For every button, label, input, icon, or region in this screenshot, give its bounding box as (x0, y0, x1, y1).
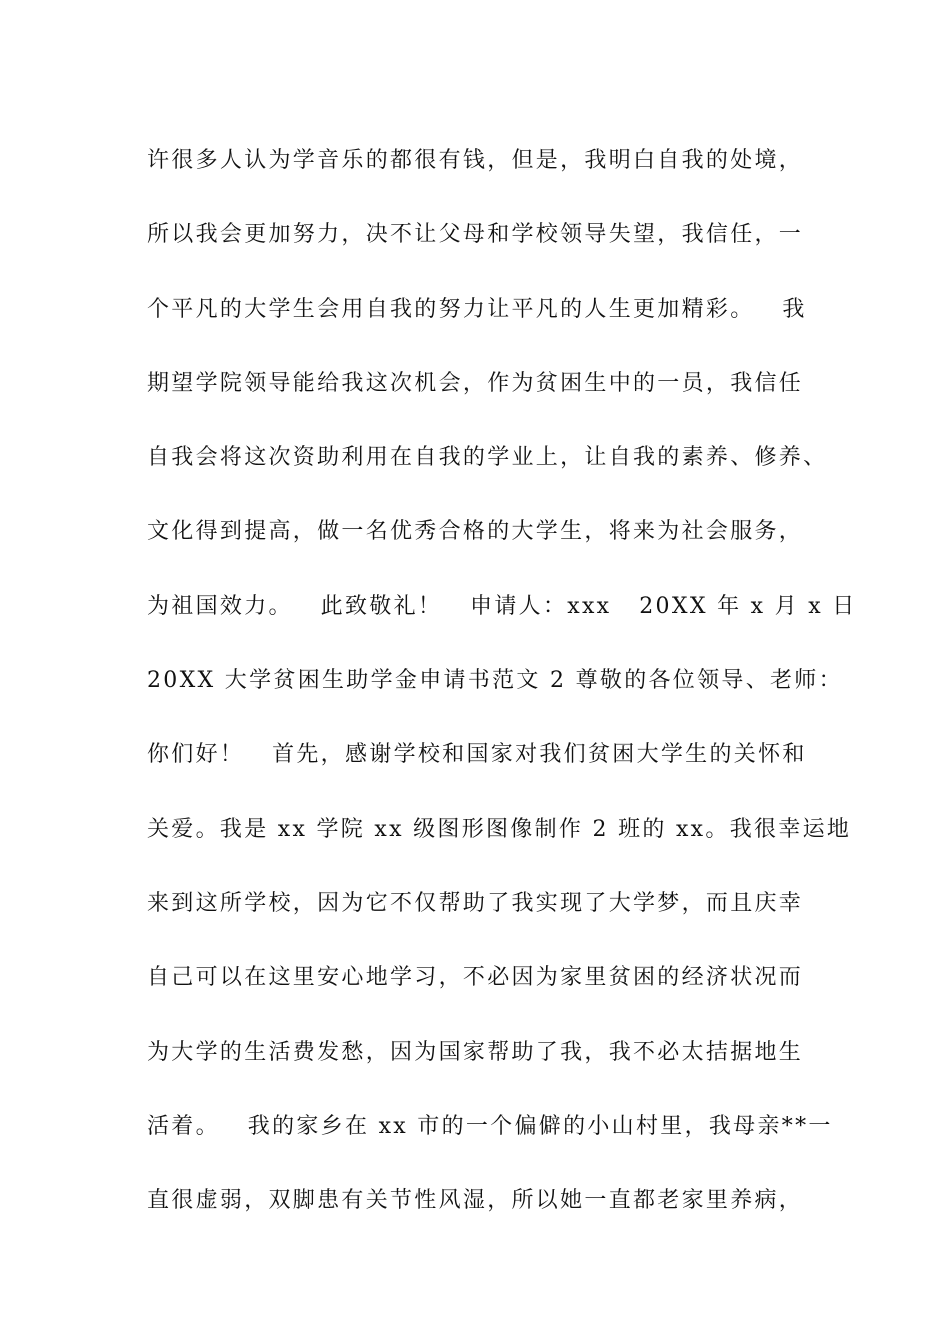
document-body (147, 129, 857, 1243)
text-line: 直很虚弱，双脚患有关节性风湿，所以她一直都老家里养病， (147, 1188, 804, 1214)
text-line: 自己可以在这里安心地学习，不必因为家里贫困的经济状况而 (147, 965, 804, 991)
text-line: 许很多人认为学音乐的都很有钱，但是，我明白自我的处境， (147, 148, 804, 173)
text-line: 期望学院领导能给我这次机会，作为贫困生中的一员，我信任 (147, 370, 804, 396)
text-line: 你们好！ 首先，感谢学校和国家对我们贫困大学生的关怀和 (147, 742, 807, 768)
text-line: 来到这所学校，因为它不仅帮助了我实现了大学梦，而且庆幸 (147, 890, 804, 916)
text-line: 关爱。我是 xx 学院 xx 级图形图像制作 2 班的 xx。我很幸运地 (147, 816, 852, 842)
text-line: 所以我会更加努力，决不让父母和学校领导失望，我信任，一 (147, 222, 804, 248)
text-line: 文化得到提高，做一名优秀合格的大学生，将来为社会服务， (147, 519, 804, 545)
text-line: 为祖国效力。 此致敬礼！ 申请人：xxx 20XX 年 x 月 x 日 (147, 593, 857, 619)
text-line: 个平凡的大学生会用自我的努力让平凡的人生更加精彩。 我 (147, 296, 807, 322)
text-line: 活着。 我的家乡在 xx 市的一个偏僻的小山村里，我母亲**一 (147, 1113, 833, 1139)
text-line: 20XX 大学贫困生助学金申请书范文 2 尊敬的各位领导、老师： (147, 668, 843, 694)
text-line: 为大学的生活费发愁，因为国家帮助了我，我不必太拮据地生 (147, 1039, 804, 1065)
text-line: 自我会将这次资助利用在自我的学业上，让自我的素养、修养、 (147, 445, 828, 471)
